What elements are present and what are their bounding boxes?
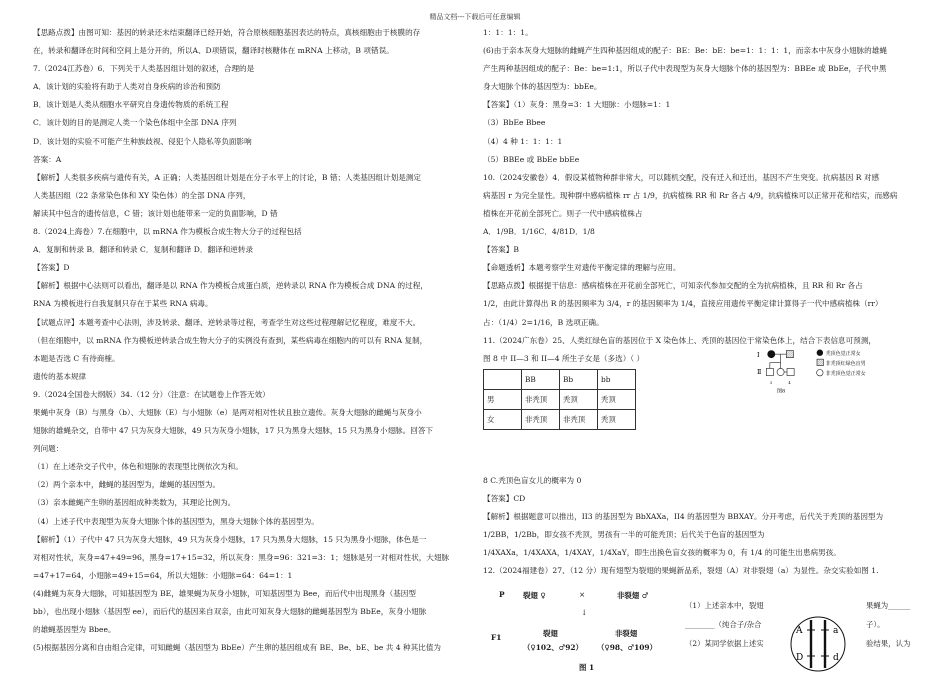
table-cell: 男 (484, 390, 522, 410)
text-line: RNA 为模板进行自我复制只存在于某些 RNA 病毒。 (33, 299, 213, 309)
table-row (484, 390, 636, 410)
text-line: 11.（2024广东卷）25、人类红绿色盲的基因位于 X 染色体上、秃顶的基因位于常染色体上，结合下表信息可预测， (483, 335, 877, 345)
female-empty-symbol (777, 368, 784, 375)
table-cell: 非秃顶 (522, 390, 560, 410)
svg-text:4: 4 (788, 381, 791, 386)
text-line: 【解析】人类很多疾病与遗传有关，A 正确；人类基因组计划是在分子水平上的讨论，B 错；人类基因组计划是测定 (33, 172, 421, 182)
text-line: 【试题点评】本题考查中心法则，涉及转录、翻译、逆转录等过程，考查学生对这些过程理解记忆程度，难度不大。 (33, 317, 421, 327)
figure-caption: 图8 (777, 388, 786, 395)
text-line: 【解析】根据中心法则可以看出，翻译是以 RNA 作为模板合成蛋白质，逆转录以 RNA 作为模板合成 DNA 的过程， (33, 281, 428, 291)
generation-1-label: Ⅰ (757, 351, 760, 359)
times-sign: × (579, 590, 586, 599)
legend-filled-circle-icon (817, 350, 823, 356)
pedigree-figure (727, 347, 927, 397)
text-line: （但在细胞中，以 mRNA 作为模板逆转录合成生物大分子的实例没有查到，某些病毒在细胞内的可以有 RNA 复制， (33, 335, 428, 345)
left-column (33, 24, 465, 657)
text-line: 遗传的基本规律 (33, 371, 87, 381)
text-line: 1/2，由此计算得出 R 的基因频率为 3/4，r 的基因频率为 1/4，直接应用遗传平衡定律计算得子一代中感病植株（rr） (483, 299, 883, 309)
text-line: 身大翅脉个体的基因型为：bbEe。 (483, 82, 602, 92)
q12-text: ________（纯合子/杂合 (685, 620, 762, 629)
text-line: 10.（2024安徽卷）4．假设某植物种群非常大，可以随机交配，没有迁入和迁出，基因不产生突变。抗病基因 R 对感 (483, 172, 880, 182)
text-line: 8.（2024上海卷）7.在细胞中，以 mRNA 作为模板合成生物大分子的过程包括 (33, 227, 302, 237)
q12-text: 果蝇为______ (866, 601, 911, 610)
table-cell: 秃顶 (560, 390, 598, 410)
table-row (484, 410, 636, 430)
f1-phenotype-a: 裂翅 (543, 629, 558, 638)
legend-item: 非秃顶红绿色盲男 (825, 360, 866, 367)
text-line: 【答案】D (33, 263, 70, 273)
male-hatched-symbol (786, 351, 793, 358)
text-line: 7.（2024江苏卷）6．下列关于人类基因组计划的叙述，合理的是 (33, 64, 255, 74)
text-line: 1：1：1：1。 (483, 28, 533, 37)
text-line: 【答案】B (483, 245, 519, 255)
arrow-down-icon: ↓ (581, 608, 588, 617)
table-cell (484, 370, 522, 390)
table-cell: 秃顶 (598, 410, 636, 430)
text-line: 【解析】根据题意可以推出，II3 的基因型为 BbXAXa，II4 的基因型为 BBXAY。分开考虑，后代关于秃顶的基因型为 (483, 512, 884, 522)
q12-text: （1）上述亲本中，裂翅 (685, 601, 764, 610)
text-line: 12.（2024福建卷）27、（12 分）现有翅型为裂翅的果蝇新品系，裂翅（A）对非裂翅（a）为显性。杂交实验如图 1. (483, 566, 879, 576)
text-line: A．复制和转录 B．翻译和转录 C．复制和翻译 D．翻译和逆转录 (33, 245, 254, 255)
q12-text: （2）某同学依据上述实 (685, 639, 764, 648)
figure-caption: 图 1 (579, 663, 595, 672)
text-line: 病基因 r 为完全显性。现种群中感病植株 rr 占 1/9，抗病植株 RR 和 Rr 各占 4/9，抗病植株可以正常开花和结实，而感病 (483, 190, 898, 200)
text-line: 【答案】（1）灰身：黑身=3：1 大翅脉：小翅脉=1：1 (483, 100, 671, 110)
text-line: (6)由于亲本灰身大翅脉的雌蝇产生四种基因组成的配子：BE：Be：bE：be=1：1：1：1，而亲本中灰身小翅脉的雄蝇 (483, 46, 887, 56)
p-female: 裂翅 ♀ (523, 591, 546, 600)
text-line: 8 C.秃顶色盲女儿的概率为 0 (483, 476, 582, 485)
text-line: 1/2BB，1/2Bb，即女孩不秃顶，男孩有一半的可能秃顶；后代关于色盲的基因型为 (483, 530, 765, 540)
text-line: B．该计划是人类从细胞水平研究自身遗传物质的系统工程 (33, 100, 229, 110)
table-header-row (484, 370, 636, 390)
female-filled-symbol (768, 351, 775, 358)
text-line: （4）4 种 1：1：1：1 (483, 136, 563, 146)
right-column-top (483, 24, 923, 368)
chromosome-diagram (783, 608, 853, 672)
allele-label: a (833, 626, 839, 636)
text-line: 人类基因组（22 条常染色体和 XY 染色体）的全部 DNA 序列， (33, 190, 251, 200)
allele-label: D (796, 653, 804, 663)
text-line: 在，转录和翻译在时间和空间上是分开的，所以A、D项错误，翻译时核糖体在 mRNA 上移动，B 项错误。 (33, 46, 394, 56)
text-line: (5)根据基因分离和自由组合定律，可知雌蝇（基因型为 BbEe）产生卵的基因组成有 BE、Be、bE、be 共 4 种其比值为 (33, 643, 442, 653)
text-line: 【答案】CD (483, 494, 526, 504)
text-line: 【思路点拨】由图可知：基因的转录还未结束翻译已经开始，符合原核细胞基因表达的特点，真核细胞由于核膜的存 (33, 28, 421, 37)
table-cell: Bb (560, 370, 598, 390)
svg-text:3: 3 (769, 381, 773, 386)
table-cell: bb (598, 370, 636, 390)
text-line: （4）上述子代中表现型为灰身大翅脉个体的基因型为，黑身大翅脉个体的基因型为。 (33, 516, 319, 526)
legend-item: 秃顶色觉正常女 (825, 350, 861, 357)
text-line: D．该计划的实验不可能产生种族歧视、侵犯个人隐私等负面影响 (33, 136, 252, 146)
p-male: 非裂翅 ♂ (617, 591, 649, 600)
text-line: 翅脉的雄蝇杂交，自带中 47 只为灰身大翅脉，49 只为灰身小翅脉，17 只为黑身大翅脉，15 只为黑身小翅脉。回答下 (33, 426, 434, 436)
text-line: =47+17=64，小翅脉=49+15=64，所以大翅脉：小翅脉=64：64=1：1 (33, 570, 293, 580)
text-line: C．该计划的目的是测定人类一个染色体组中全部 DNA 序列 (33, 118, 237, 128)
page-header: 精品文档---下载后可任意编辑 (429, 13, 521, 21)
text-line: 【解析】（1）子代中 47 只为灰身大翅脉，49 只为灰身小翅脉，17 只为黑身大翅脉，15 只为黑身小翅脉，体色是一 (33, 534, 427, 544)
right-column-bottom (483, 472, 923, 581)
q12-text: 验结果，认为 (866, 639, 911, 648)
f1-counts-b: （♀98、♂109） (597, 643, 657, 652)
table-cell: 非秃顶 (560, 410, 598, 430)
text-line: (4)雌蝇为灰身大翅脉，可知基因型为 BE，雄果蝇为灰身小翅脉，可知基因型为 Bee，而后代中出现黑身（基因型 (33, 588, 416, 598)
text-line: 占：（1/4）2=1/16，B 选项正确。 (483, 317, 604, 327)
text-line: 本题是否选 C 有待商榷。 (33, 353, 120, 363)
text-line: 解读其中包含的遗传信息，C 错；该计划也能带来一定的负面影响，D 错 (33, 208, 278, 218)
cross-diagram (487, 588, 677, 672)
text-line: 【思路点拨】根据提干信息：感病植株在开花前全部死亡，可知亲代参加交配的全为抗病植株，且 RR 和 Rr 各占 (483, 281, 863, 291)
legend-empty-circle-icon (817, 370, 823, 376)
p-label: P (499, 590, 505, 599)
allele-label: d (833, 653, 839, 663)
text-line: 产生两种基因组成的配子：Be：be=1:1，所以子代中表现型为灰身大翅脉个体的基因型为：BBEe 或 BbEe，子代中黑 (483, 64, 887, 74)
legend-hatched-square-icon (817, 359, 823, 365)
text-line: 1/4XAXa，1/4XAXA，1/4XAY，1/4XaY，即生出换色盲女孩的概率为 0，有 1/4 的可能生出患病男孩。 (483, 548, 841, 558)
text-line: 9.（2024全国卷大纲版）34.（12 分）（注意：在试题卷上作答无效） (33, 389, 270, 399)
q12-text: 子）。 (866, 620, 885, 629)
text-line: A．1/9B．1/16C．4/81D．1/8 (483, 227, 595, 237)
text-line: （3）亲本雌蝇产生卵的基因组成种类数为，其理论比例为。 (33, 498, 236, 508)
text-line: 植株在开花前全部死亡。则子一代中感病植株占 (483, 208, 643, 218)
legend-item: 非秃顶色觉正常女 (825, 370, 866, 377)
text-line: A．该计划的实验将有助于人类对自身疾病的诊治和预防 (33, 82, 221, 92)
text-line: 果蝇中灰身（B）与黑身（b）、大翅脉（E）与小翅脉（e）是两对相对性状且独立遗传。灰身大翅脉的雌蝇与灰身小 (33, 407, 422, 417)
text-line: 【命题透析】本题考察学生对遗传平衡定律的理解与应用。 (483, 263, 681, 273)
f1-label: F1 (491, 633, 502, 642)
text-line: 图 8 中 II—3 和 II—4 所生子女是（多选）（ ） (483, 353, 645, 363)
text-line: 答案：A (33, 154, 62, 164)
text-line: （3）BbEe Bbee (483, 118, 546, 128)
male-empty-symbol (787, 368, 794, 375)
text-line: 对相对性状，灰身=47+49=96，黑身=17+15=32，所以灰身：黑身=96：321=3：1；翅脉是另一对相对性状，大翅脉 (33, 552, 450, 562)
f1-phenotype-b: 非裂翅 (615, 629, 638, 638)
table-cell: BB (522, 370, 560, 390)
text-line: 的雄蝇基因型为 Bbee。 (33, 625, 116, 635)
table-cell: 非秃顶 (522, 410, 560, 430)
generation-2-label: Ⅱ (757, 368, 762, 377)
allele-label: A (796, 626, 803, 636)
text-line: bb），也出现小翅脉（基因型 ee），而后代的基因来自双亲，由此可知灰身大翅脉的雌蝇基因型为 BbEe，灰身小翅脉 (33, 607, 427, 616)
table-cell: 女 (484, 410, 522, 430)
table-cell: 秃顶 (598, 390, 636, 410)
baldness-genotype-table (483, 369, 636, 430)
f1-counts-a: （♀102、♂92） (523, 643, 583, 652)
text-line: （1）在上述杂交子代中，体色和翅脉的表现型比例依次为和。 (33, 462, 243, 472)
text-line: 列问题： (33, 444, 64, 454)
male-empty-symbol (766, 368, 773, 375)
text-line: （5）BBEe 或 BbEe bbEe (483, 154, 580, 164)
text-line: （2）两个亲本中，雌蝇的基因型为，雄蝇的基因型为。 (33, 480, 221, 490)
